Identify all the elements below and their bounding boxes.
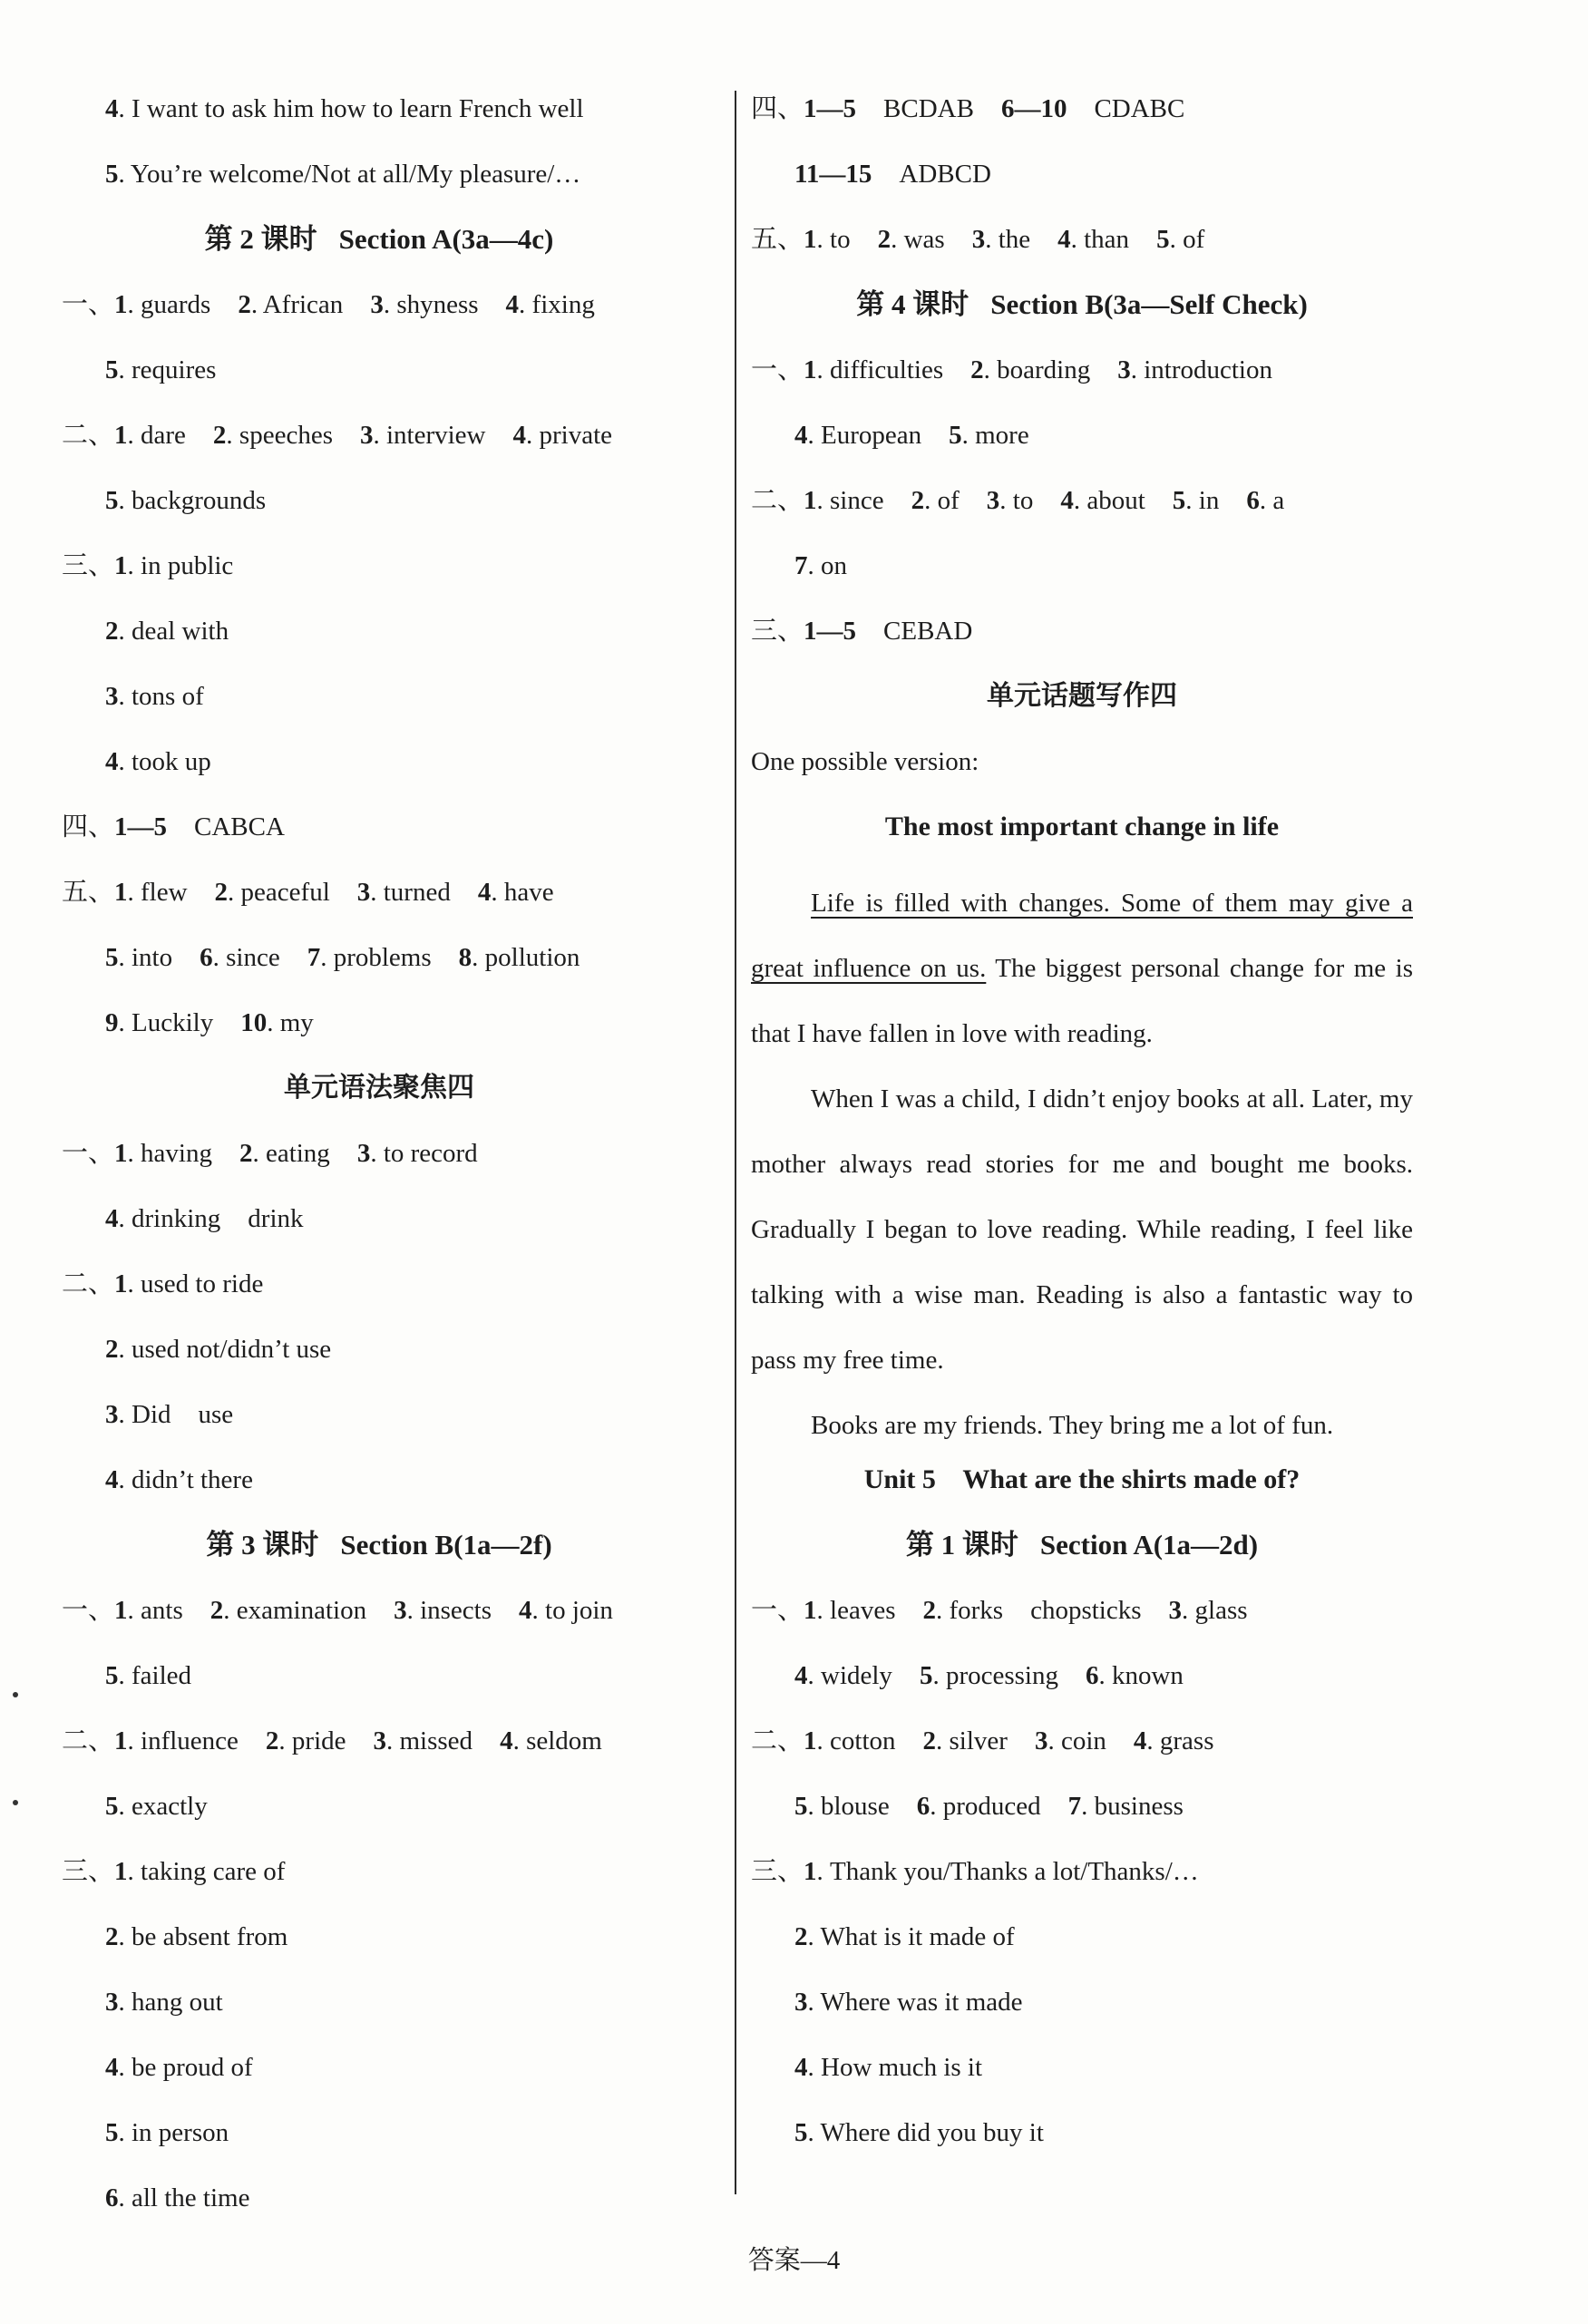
answer-text: . seldom	[512, 1726, 602, 1755]
answer-text: 三、	[62, 551, 115, 580]
answer-line	[62, 1458, 697, 1523]
item-number: 4	[105, 94, 119, 123]
item-number: 3	[1117, 355, 1131, 384]
item-number: 3	[356, 1139, 371, 1168]
answer-text: 二、	[62, 421, 115, 450]
section-title: 单元语法聚焦四	[284, 1073, 474, 1103]
answer-text: . Thank you/Thanks a lot/Thanks/…	[816, 1857, 1199, 1886]
answer-text: . to	[999, 486, 1034, 515]
item-number: 1	[804, 225, 817, 254]
essay-paragraph-1-rest: The biggest personal change for me is that I have fallen in love with reading.	[751, 954, 1413, 1048]
answer-text: . flew	[127, 878, 188, 907]
answer-line	[62, 1327, 697, 1393]
answer-line	[62, 152, 697, 218]
answer-text: . turned	[370, 878, 451, 907]
answer-line	[62, 479, 697, 544]
answer-text: 三、	[751, 1857, 804, 1886]
left-column	[62, 87, 697, 2241]
answer-text: . was	[891, 225, 945, 254]
answer-text: . interview	[373, 421, 486, 450]
item-number: 5	[919, 1661, 933, 1690]
answer-text: . about	[1073, 486, 1145, 515]
item-number: 4	[105, 1465, 119, 1494]
item-number: 1	[804, 486, 817, 515]
item-number: 11—15	[794, 160, 872, 189]
answer-text: . ants	[127, 1596, 183, 1625]
answer-line	[751, 348, 1413, 413]
item-number: 2	[214, 878, 229, 907]
item-number: 5	[949, 421, 962, 450]
answer-text: . my	[267, 1008, 314, 1037]
item-number: 1—5	[114, 812, 168, 841]
answer-line	[62, 87, 697, 152]
answer-text: 四、	[62, 812, 115, 841]
answer-line	[62, 1784, 697, 1850]
answer-text: . having	[127, 1139, 212, 1168]
item-number: 8	[458, 943, 473, 972]
answer-text: . into	[118, 943, 173, 972]
item-number: 5	[794, 2118, 808, 2147]
item-number: 1	[114, 551, 128, 580]
item-number: 4	[794, 2053, 808, 2082]
answer-text: . than	[1070, 225, 1130, 254]
item-number: 1	[114, 1726, 128, 1755]
answer-text: . business	[1081, 1792, 1184, 1821]
item-number: 1—5	[804, 617, 857, 646]
answer-text: BCDAB	[883, 94, 974, 123]
item-number: 2	[209, 1596, 224, 1625]
answer-line	[62, 1654, 697, 1719]
answer-text: . more	[961, 421, 1029, 450]
item-number: 1	[114, 290, 128, 319]
lesson-heading	[751, 283, 1413, 348]
answer-line	[62, 1132, 697, 1197]
lesson-heading	[751, 1523, 1413, 1589]
item-number: 3	[1168, 1596, 1183, 1625]
item-number: 4	[500, 1726, 513, 1755]
answer-text: 二、	[62, 1726, 115, 1755]
item-number: 2	[265, 1726, 279, 1755]
answer-text: . all the time	[118, 2183, 250, 2212]
item-number: 2	[794, 1922, 808, 1951]
item-number: 1	[114, 421, 128, 450]
lesson-number: 第 2 课时	[204, 223, 317, 255]
answer-text: . speeches	[226, 421, 333, 450]
lesson-number: 第 1 课时	[905, 1529, 1018, 1561]
item-number: 2	[922, 1596, 936, 1625]
section-title: 单元话题写作四	[987, 681, 1177, 711]
answer-line	[751, 2111, 1413, 2176]
item-number: 4	[1057, 225, 1071, 254]
answer-text: . used to ride	[127, 1269, 264, 1298]
item-number: 2	[105, 1922, 119, 1951]
answer-text: . eating	[252, 1139, 330, 1168]
item-number: 5	[105, 355, 119, 384]
item-number: 5	[105, 160, 119, 189]
item-number: 5	[1172, 486, 1186, 515]
answer-line	[62, 805, 697, 870]
answer-text: . the	[985, 225, 1031, 254]
margin-dot	[13, 1692, 18, 1697]
item-number: 3	[394, 1596, 407, 1625]
answer-text: 一、	[62, 1596, 115, 1625]
answer-text: CEBAD	[883, 617, 973, 646]
answer-line	[62, 609, 697, 675]
item-number: 1	[804, 1726, 817, 1755]
answer-line	[62, 2111, 697, 2176]
right-column	[751, 87, 1413, 2176]
answer-text: 三、	[751, 617, 804, 646]
answer-text: . fixing	[519, 290, 595, 319]
answer-line	[62, 1001, 697, 1066]
answer-line	[751, 740, 1413, 805]
answer-text: . I want to ask him how to learn French well	[118, 94, 584, 123]
item-number: 1	[114, 1857, 128, 1886]
answer-text: 四、	[751, 94, 804, 123]
answer-text: . known	[1098, 1661, 1184, 1690]
item-number: 2	[877, 225, 891, 254]
answer-text: . insects	[406, 1596, 492, 1625]
answer-line	[751, 2046, 1413, 2111]
item-number: 6	[200, 943, 213, 972]
item-number: 2	[105, 1335, 119, 1364]
answer-text: . a	[1259, 486, 1285, 515]
answer-text: . failed	[118, 1661, 192, 1690]
answer-line	[62, 1980, 697, 2046]
answer-text: . produced	[930, 1792, 1041, 1821]
answer-text: CABCA	[194, 812, 285, 841]
answer-text: 一、	[62, 1139, 115, 1168]
item-number: 1	[114, 1139, 128, 1168]
answer-line	[751, 609, 1413, 675]
item-number: 10	[240, 1008, 268, 1037]
answer-text: 一、	[62, 290, 115, 319]
item-number: 1	[114, 878, 128, 907]
essay-paragraph-3: Books are my friends. They bring me a lot of fun.	[811, 1411, 1334, 1440]
answer-line	[751, 218, 1413, 283]
answer-line	[62, 413, 697, 479]
answer-line	[62, 544, 697, 609]
lesson-number: 第 4 课时	[856, 288, 969, 320]
section-label: Section A(1a—2d)	[1039, 1529, 1259, 1561]
answer-text: 五、	[751, 225, 804, 254]
answer-line	[751, 152, 1413, 218]
answer-line	[62, 1197, 697, 1262]
answer-text: . silver	[936, 1726, 1008, 1755]
answer-text: One possible version:	[751, 747, 979, 776]
item-number: 3	[105, 682, 119, 711]
item-number: 4	[794, 1661, 808, 1690]
answer-text: . to record	[370, 1139, 478, 1168]
answer-text: . be absent from	[118, 1922, 288, 1951]
item-number: 4	[105, 2053, 119, 2082]
item-number: 2	[970, 355, 984, 384]
answer-text: . Where was it made	[807, 1988, 1023, 2017]
item-number: 6	[1246, 486, 1260, 515]
lesson-heading	[62, 218, 697, 283]
answer-text: . hang out	[118, 1988, 223, 2017]
lesson-number: 第 3 课时	[206, 1529, 319, 1561]
item-number: 4	[519, 1596, 532, 1625]
answer-text: . How much is it	[807, 2053, 983, 2082]
answer-text: 二、	[751, 1726, 804, 1755]
item-number: 5	[1156, 225, 1170, 254]
item-number: 5	[105, 486, 119, 515]
answer-text: . influence	[127, 1726, 239, 1755]
answer-text: . guards	[127, 290, 211, 319]
answer-text: . pollution	[472, 943, 580, 972]
answer-line	[62, 2176, 697, 2241]
answer-text: . blouse	[807, 1792, 890, 1821]
item-number: 1	[804, 355, 817, 384]
answer-line	[62, 1393, 697, 1458]
answer-line	[62, 283, 697, 348]
item-number: 6	[105, 2183, 119, 2212]
answer-text: 三、	[62, 1857, 115, 1886]
answer-text: . You’re welcome/Not at all/My pleasure/…	[118, 160, 581, 189]
section-title: Unit 5 What are the shirts made of?	[863, 1464, 1301, 1494]
answer-line	[62, 348, 697, 413]
lesson-heading	[62, 1523, 697, 1589]
item-number: 5	[105, 1661, 119, 1690]
answer-line	[751, 1980, 1413, 2046]
answer-text: . have	[491, 878, 554, 907]
answer-text: . African	[250, 290, 344, 319]
item-number: 2	[911, 486, 925, 515]
answer-text: . used not/didn’t use	[118, 1335, 332, 1364]
item-number: 3	[105, 1988, 119, 2017]
answer-text: . of	[924, 486, 960, 515]
answer-text: 一、	[751, 355, 804, 384]
answer-text: . peaceful	[228, 878, 330, 907]
answer-text: . European	[807, 421, 922, 450]
item-number: 2	[105, 617, 119, 646]
item-number: 5	[105, 1792, 119, 1821]
answer-text: . to	[816, 225, 851, 254]
answer-text: . on	[807, 551, 847, 580]
answer-text: . in public	[127, 551, 234, 580]
answer-text: . since	[212, 943, 280, 972]
answer-line	[751, 479, 1413, 544]
item-number: 1	[114, 1596, 128, 1625]
essay-underlined-sentence: Life is filled with changes. Some of them may give a great influence on us.	[751, 889, 1413, 983]
answer-text: . of	[1169, 225, 1205, 254]
answer-text: . leaves	[816, 1596, 896, 1625]
answer-line	[62, 1719, 697, 1784]
answer-text: . problems	[320, 943, 432, 972]
answer-text: drink	[248, 1204, 304, 1233]
answer-line	[62, 740, 697, 805]
answer-text: . boarding	[983, 355, 1091, 384]
answer-text: . taking care of	[127, 1857, 286, 1886]
answer-line	[62, 1850, 697, 1915]
answer-line	[62, 1589, 697, 1654]
answer-line	[62, 675, 697, 740]
answer-text: . examination	[223, 1596, 367, 1625]
item-number: 4	[512, 421, 526, 450]
answer-text: chopsticks	[1030, 1596, 1142, 1625]
answer-text: 一、	[751, 1596, 804, 1625]
answer-text: . grass	[1146, 1726, 1214, 1755]
answer-text: . backgrounds	[118, 486, 267, 515]
answer-text: . Where did you buy it	[807, 2118, 1044, 2147]
answer-text: use	[198, 1400, 234, 1429]
item-number: 4	[1060, 486, 1074, 515]
answer-text: . difficulties	[816, 355, 944, 384]
item-number: 4	[505, 290, 520, 319]
answer-text: 二、	[62, 1269, 115, 1298]
item-number: 3	[1034, 1726, 1048, 1755]
item-number: 2	[239, 1139, 253, 1168]
item-number: 1	[804, 1857, 817, 1886]
item-number: 6	[1085, 1661, 1099, 1690]
item-number: 9	[105, 1008, 119, 1037]
item-number: 3	[356, 878, 371, 907]
column-divider	[735, 91, 736, 2194]
answer-line	[751, 1589, 1413, 1654]
answer-text: 二、	[751, 486, 804, 515]
answer-line	[751, 1784, 1413, 1850]
item-number: 3	[105, 1400, 119, 1429]
item-number: 5	[105, 2118, 119, 2147]
answer-text: . glass	[1182, 1596, 1248, 1625]
item-number: 2	[922, 1726, 937, 1755]
item-number: 3	[370, 290, 384, 319]
item-number: 3	[971, 225, 986, 254]
answer-line	[751, 1850, 1413, 1915]
answer-text: . to join	[531, 1596, 613, 1625]
page-footer: 答案—4	[747, 2246, 841, 2275]
item-number: 2	[212, 421, 227, 450]
answer-text: . shyness	[383, 290, 479, 319]
section-label: Section B(3a—Self Check)	[990, 288, 1308, 320]
answer-text: ADBCD	[899, 160, 991, 189]
item-number: 7	[1067, 1792, 1082, 1821]
answer-line	[62, 870, 697, 936]
answer-text: . requires	[118, 355, 217, 384]
section-title: The most important change in life	[884, 812, 1280, 841]
answer-text: . coin	[1047, 1726, 1106, 1755]
item-number: 4	[477, 878, 492, 907]
margin-dot	[13, 1800, 18, 1805]
essay-paragraph-1	[751, 870, 1413, 1066]
essay	[751, 870, 1413, 1458]
item-number: 4	[105, 747, 119, 776]
answer-text: . processing	[932, 1661, 1058, 1690]
item-number: 5	[105, 943, 119, 972]
answer-line	[751, 87, 1413, 152]
answer-line	[62, 1262, 697, 1327]
item-number: 3	[986, 486, 1000, 515]
essay-paragraph-2: When I was a child, I didn’t enjoy books at all. Later, my mother always read stories for me and bought me books. Gradually I began to love reading. While reading, I feel like talking with a wise man. Reading is also a fantastic way to pass my free time.	[751, 1084, 1413, 1375]
answer-text: . took up	[118, 747, 211, 776]
answer-text: . drinking	[118, 1204, 221, 1233]
item-number: 6—10	[1000, 94, 1067, 123]
item-number: 5	[794, 1792, 808, 1821]
answer-text: . tons of	[118, 682, 204, 711]
item-number: 1	[804, 1596, 817, 1625]
answer-text: 五、	[62, 878, 115, 907]
answer-text: . didn’t there	[118, 1465, 253, 1494]
answer-line	[62, 1915, 697, 1980]
answer-text: . deal with	[118, 617, 229, 646]
item-number: 6	[916, 1792, 930, 1821]
answer-line	[751, 544, 1413, 609]
answer-text: . cotton	[816, 1726, 896, 1755]
item-number: 3	[373, 1726, 386, 1755]
answer-line	[751, 1915, 1413, 1980]
answer-text: . missed	[386, 1726, 473, 1755]
answer-text: . dare	[127, 421, 186, 450]
section-label: Section A(3a—4c)	[338, 223, 554, 255]
item-number: 3	[794, 1988, 808, 2017]
answer-text: . widely	[807, 1661, 892, 1690]
answer-text: . pride	[278, 1726, 346, 1755]
answer-line	[751, 1654, 1413, 1719]
answer-text: . What is it made of	[807, 1922, 1015, 1951]
item-number: 7	[307, 943, 321, 972]
item-number: 7	[794, 551, 808, 580]
answer-text: . forks	[935, 1596, 1004, 1625]
section-label: Section B(1a—2f)	[340, 1529, 552, 1561]
item-number: 3	[359, 421, 374, 450]
answer-line	[62, 936, 697, 1001]
answer-text: . private	[526, 421, 613, 450]
answer-line	[62, 2046, 697, 2111]
item-number: 1	[114, 1269, 128, 1298]
item-number: 4	[105, 1204, 119, 1233]
answer-text: . exactly	[118, 1792, 208, 1821]
item-number: 2	[238, 290, 251, 319]
item-number: 4	[794, 421, 808, 450]
item-number: 1—5	[804, 94, 857, 123]
answer-text: . be proud of	[118, 2053, 253, 2082]
answer-text: CDABC	[1094, 94, 1185, 123]
answer-line	[751, 413, 1413, 479]
answer-text: . in person	[118, 2118, 229, 2147]
answer-text: . since	[816, 486, 884, 515]
item-number: 4	[1133, 1726, 1147, 1755]
answer-text: . Did	[118, 1400, 171, 1429]
answer-line	[751, 1719, 1413, 1784]
answer-text: . in	[1185, 486, 1220, 515]
answer-text: . Luckily	[118, 1008, 214, 1037]
answer-text: . introduction	[1130, 355, 1272, 384]
